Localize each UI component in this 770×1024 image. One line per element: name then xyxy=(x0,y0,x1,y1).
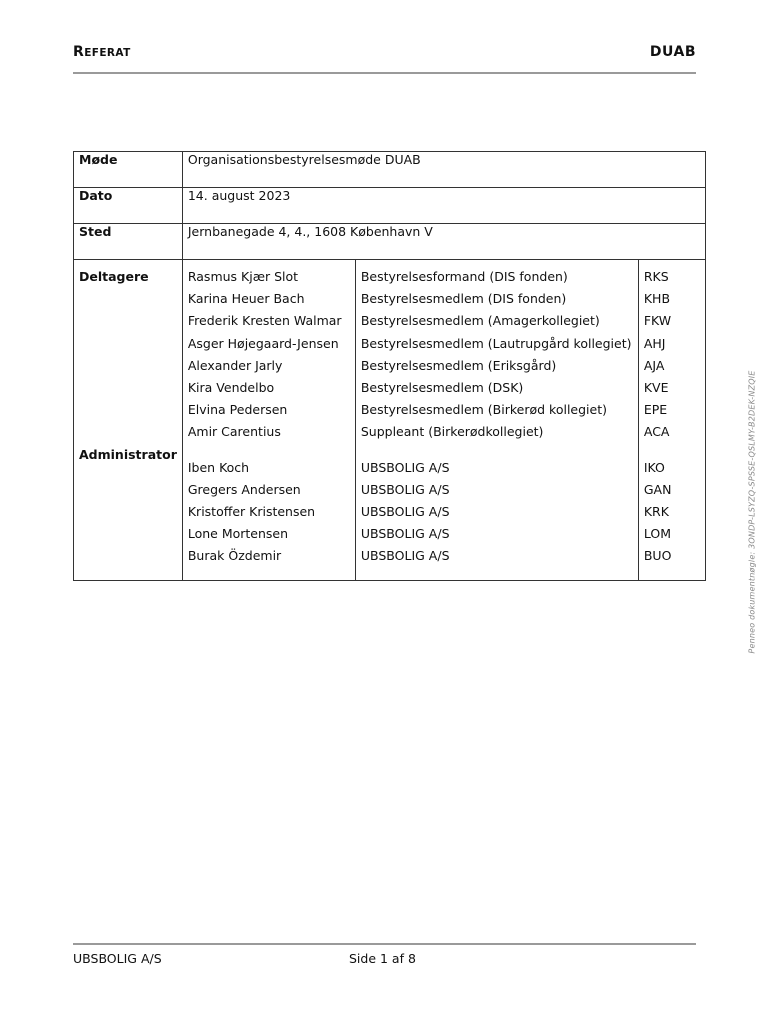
participant-role: Bestyrelsesformand (DIS fonden) xyxy=(360,269,568,284)
row-label-mode: Møde xyxy=(74,152,183,188)
label-spacer xyxy=(79,291,177,313)
label-spacer xyxy=(79,380,177,402)
administrator-role: UBSBOLIG A/S xyxy=(360,503,450,519)
administrator-initials: KRK xyxy=(643,503,669,519)
participant-role: Bestyrelsesmedlem (Lautrupgård kollegiet) xyxy=(360,335,632,351)
label-spacer xyxy=(79,358,177,380)
administrator-role: UBSBOLIG A/S xyxy=(360,548,450,564)
administrator-label: Administrator xyxy=(79,446,177,462)
meeting-info-table xyxy=(73,151,706,581)
participant-role: Bestyrelsesmedlem (Amagerkollegiet) xyxy=(360,313,600,329)
administrator-initials: IKO xyxy=(643,459,665,475)
page-header xyxy=(73,44,696,64)
document-title xyxy=(73,44,131,60)
participant-initials: AHJ xyxy=(643,335,666,351)
initials-list xyxy=(639,260,705,580)
participant-name: Rasmus Kjær Slot xyxy=(187,269,299,284)
names-list xyxy=(183,260,355,580)
label-spacer xyxy=(79,336,177,358)
administrator-name: Burak Özdemir xyxy=(187,548,282,564)
date-row xyxy=(74,188,706,224)
footer-page-number: Side 1 af 8 xyxy=(349,951,416,966)
group-spacer xyxy=(644,447,700,460)
administrator-name: Gregers Andersen xyxy=(187,481,301,497)
label-spacer xyxy=(79,313,177,335)
participant-role: Bestyrelsesmedlem (Birkerød kollegiet) xyxy=(360,402,607,418)
participant-initials: KVE xyxy=(643,379,669,395)
administrator-role: UBSBOLIG A/S xyxy=(360,481,450,497)
group-spacer xyxy=(188,447,350,460)
roles-column xyxy=(355,260,638,581)
participants-label-block xyxy=(74,260,182,469)
row-value-date: 14. august 2023 xyxy=(182,188,705,224)
row-label-place: Sted xyxy=(74,224,183,260)
administrator-initials: GAN xyxy=(643,481,672,497)
document-title-initial: R xyxy=(73,44,85,60)
participant-role: Bestyrelsesmedlem (DSK) xyxy=(360,379,524,395)
footer-divider xyxy=(73,943,696,945)
participant-name: Kira Vendelbo xyxy=(187,379,275,395)
row-value-mode: Organisationsbestyrelsesmøde DUAB xyxy=(182,152,705,188)
participant-initials: ACA xyxy=(643,424,670,440)
administrator-role: UBSBOLIG A/S xyxy=(360,526,450,542)
names-column xyxy=(182,260,355,581)
administrator-name: Kristoffer Kristensen xyxy=(187,503,316,519)
administrator-role: UBSBOLIG A/S xyxy=(360,459,450,475)
administrator-name: Iben Koch xyxy=(187,459,250,475)
header-org: DUAB xyxy=(649,44,696,60)
participants-label: Deltagere xyxy=(79,269,149,284)
label-spacer xyxy=(79,402,177,424)
participant-role: Bestyrelsesmedlem (Eriksgård) xyxy=(360,357,557,373)
footer-company: UBSBOLIG A/S xyxy=(73,951,162,966)
participant-name: Frederik Kresten Walmar xyxy=(187,313,342,329)
group-spacer xyxy=(361,447,633,460)
participant-initials: AJA xyxy=(643,357,665,373)
participant-name: Alexander Jarly xyxy=(187,357,283,373)
document-title-rest: EFERAT xyxy=(84,47,131,59)
row-value-place: Jernbanegade 4, 4., 1608 København V xyxy=(182,224,705,260)
row-label-date: Dato xyxy=(74,188,183,224)
participant-initials: KHB xyxy=(643,291,671,307)
participant-initials: FKW xyxy=(643,313,672,329)
initials-column xyxy=(638,260,705,581)
participant-role: Suppleant (Birkerødkollegiet) xyxy=(360,424,544,440)
roles-list xyxy=(356,260,638,580)
administrator-initials: LOM xyxy=(643,526,672,542)
participants-row xyxy=(74,260,706,581)
participant-name: Karina Heuer Bach xyxy=(187,291,305,307)
administrator-initials: BUO xyxy=(643,548,672,564)
participant-name: Elvina Pedersen xyxy=(187,402,288,418)
label-spacer xyxy=(79,424,177,446)
document-key-stamp: Penneo dokumentnøgle: 3ONDP-LSYZQ-SPSSE-QSLMY-B2DEK-NZQIE xyxy=(747,370,757,654)
participants-label-cell xyxy=(74,260,183,581)
header-divider xyxy=(73,72,696,74)
participant-name: Amir Carentius xyxy=(187,424,281,440)
participant-name: Asger Højegaard-Jensen xyxy=(187,335,339,351)
participant-role: Bestyrelsesmedlem (DIS fonden) xyxy=(360,291,567,307)
place-row xyxy=(74,224,706,260)
meeting-row xyxy=(74,152,706,188)
participant-initials: RKS xyxy=(643,269,669,284)
participant-initials: EPE xyxy=(643,402,668,418)
administrator-name: Lone Mortensen xyxy=(187,526,289,542)
